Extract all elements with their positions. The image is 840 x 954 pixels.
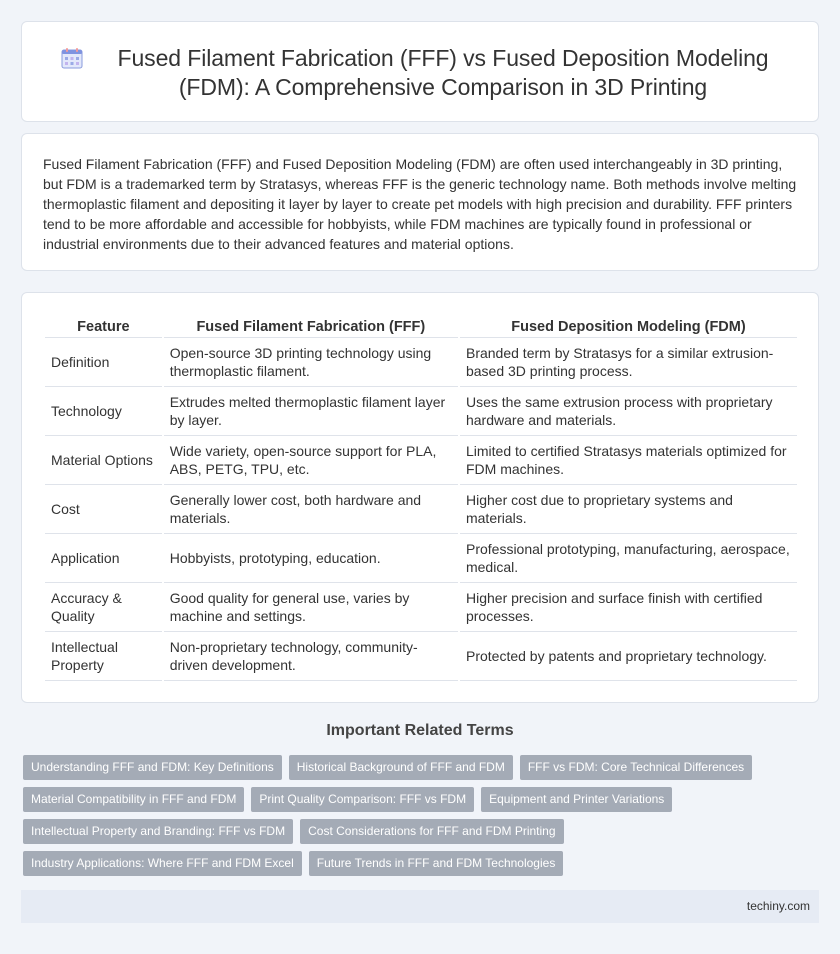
table-header-row [45, 316, 797, 338]
header-fdm: Fused Deposition Modeling (FDM) [460, 316, 797, 338]
fdm-cell: Higher precision and surface finish with certified processes. [460, 583, 797, 632]
related-term-tag[interactable]: Cost Considerations for FFF and FDM Printing [300, 819, 563, 844]
related-term-tag[interactable]: Print Quality Comparison: FFF vs FDM [251, 787, 474, 812]
feature-cell: Definition [45, 338, 162, 387]
fff-cell: Generally lower cost, both hardware and materials. [164, 485, 458, 534]
related-term-tag[interactable]: Intellectual Property and Branding: FFF vs FDM [23, 819, 293, 844]
fdm-cell: Branded term by Stratasys for a similar extrusion-based 3D printing process. [460, 338, 797, 387]
title-card [21, 21, 819, 122]
related-term-tag[interactable]: Industry Applications: Where FFF and FDM Excel [23, 851, 302, 876]
feature-cell: Material Options [45, 436, 162, 485]
comparison-table-card [21, 292, 819, 703]
feature-cell: Intellectual Property [45, 632, 162, 681]
related-term-tag[interactable]: Future Trends in FFF and FDM Technologies [309, 851, 564, 876]
tag-row [23, 787, 823, 812]
fdm-cell: Higher cost due to proprietary systems and materials. [460, 485, 797, 534]
fdm-cell: Protected by patents and proprietary technology. [460, 632, 797, 681]
related-term-tag[interactable]: Understanding FFF and FDM: Key Definitions [23, 755, 282, 780]
table-row [45, 632, 797, 681]
table-row [45, 436, 797, 485]
intro-paragraph: Fused Filament Fabrication (FFF) and Fused Deposition Modeling (FDM) are often used interchangeably in 3D printing, but FDM is a trademarked term by Stratasys, whereas FFF is the generic technology name. Both methods involve melting thermoplastic filament and depositing it layer by layer to create pet models with high precision and durability. FFF printers tend to be more affordable and accessible for hobbyists, while FDM machines are typically found in professional or industrial environments due to their advanced features and material options. [43, 156, 797, 252]
related-term-tag[interactable]: FFF vs FDM: Core Technical Differences [520, 755, 752, 780]
comparison-table [43, 316, 799, 681]
fff-cell: Good quality for general use, varies by machine and settings. [164, 583, 458, 632]
related-term-tag[interactable]: Material Compatibility in FFF and FDM [23, 787, 244, 812]
fff-cell: Non-proprietary technology, community-driven development. [164, 632, 458, 681]
page-title: Fused Filament Fabrication (FFF) vs Fused Deposition Modeling (FDM): A Comprehensive Comparison in 3D Printing [117, 45, 769, 100]
fff-cell: Wide variety, open-source support for PLA, ABS, PETG, TPU, etc. [164, 436, 458, 485]
tag-row [23, 819, 823, 844]
fdm-cell: Limited to certified Stratasys materials optimized for FDM machines. [460, 436, 797, 485]
feature-cell: Cost [45, 485, 162, 534]
header-feature: Feature [45, 316, 162, 338]
fff-cell: Extrudes melted thermoplastic filament layer by layer. [164, 387, 458, 436]
tag-row [23, 755, 823, 780]
table-row [45, 387, 797, 436]
table-row [45, 485, 797, 534]
tag-row [23, 851, 823, 876]
table-row [45, 534, 797, 583]
header-fff: Fused Filament Fabrication (FFF) [164, 316, 458, 338]
fdm-cell: Uses the same extrusion process with proprietary hardware and materials. [460, 387, 797, 436]
related-terms-tags [23, 755, 823, 883]
related-term-tag[interactable]: Historical Background of FFF and FDM [289, 755, 513, 780]
fff-cell: Open-source 3D printing technology using thermoplastic filament. [164, 338, 458, 387]
table-row [45, 583, 797, 632]
related-terms-heading: Important Related Terms [326, 722, 514, 739]
fdm-cell: Professional prototyping, manufacturing, aerospace, medical. [460, 534, 797, 583]
fff-cell: Hobbyists, prototyping, education. [164, 534, 458, 583]
footer-site-link[interactable]: techiny.com [746, 899, 810, 913]
feature-cell: Accuracy & Quality [45, 583, 162, 632]
table-row [45, 338, 797, 387]
related-term-tag[interactable]: Equipment and Printer Variations [481, 787, 672, 812]
feature-cell: Application [45, 534, 162, 583]
intro-card [21, 133, 819, 271]
feature-cell: Technology [45, 387, 162, 436]
footer [21, 890, 819, 923]
